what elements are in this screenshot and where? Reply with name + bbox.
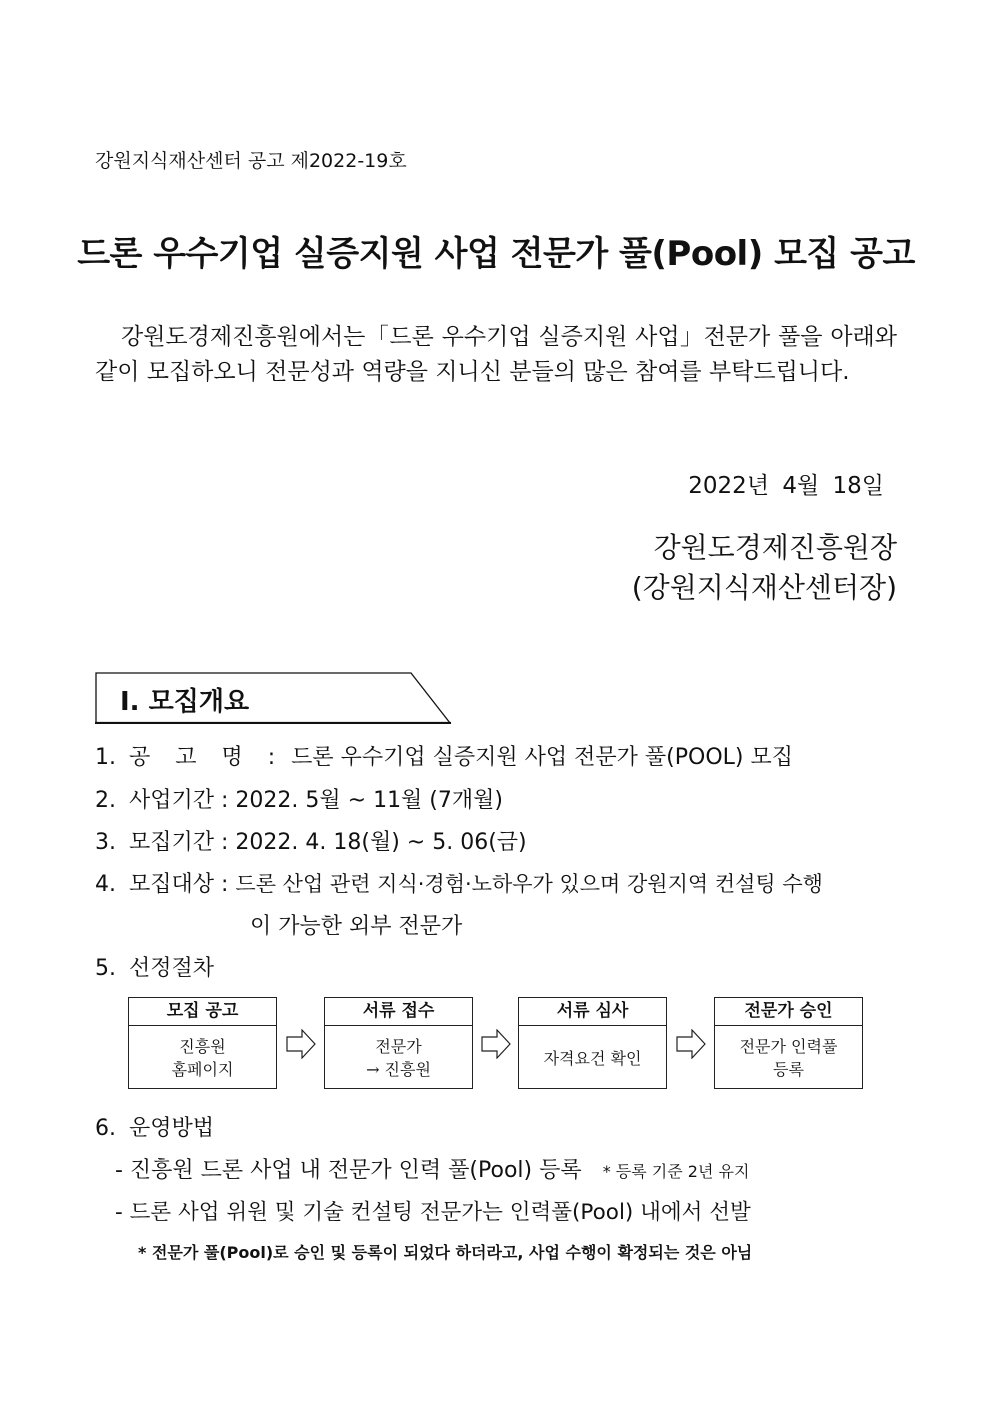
item-label: 공 고 명 : — [129, 745, 285, 770]
flow-step-2 — [324, 997, 473, 1089]
item-label: 모집기간 : — [129, 830, 229, 855]
item-number: 5. — [95, 956, 116, 981]
item-number: 6. — [95, 1116, 116, 1141]
flow-step-1 — [128, 997, 277, 1089]
flow-step-title: 모집 공고 — [129, 998, 276, 1026]
item-value: 드론 우수기업 실증지원 사업 전문가 풀(POOL) 모집 — [291, 745, 793, 770]
item-label: 선정절차 — [129, 956, 215, 981]
flow-step-3 — [518, 997, 667, 1089]
section-heading — [95, 672, 451, 724]
item-number: 1. — [95, 745, 116, 770]
notice-date: 2022년 4월 18일 — [688, 473, 884, 499]
flow-step-title: 서류 심사 — [519, 998, 666, 1026]
overview-item-period — [95, 783, 503, 814]
issuer-block — [632, 528, 897, 608]
item-value: 2022. 4. 18(월) ~ 5. 06(금) — [235, 830, 527, 855]
flow-arrow-icon — [481, 1029, 511, 1059]
flow-step-body: 전문가 → 진흥원 — [366, 1037, 431, 1079]
item-value: 드론 산업 관련 지식·경험·노하우가 있으며 강원지역 컨설팅 수행 — [235, 872, 823, 896]
overview-item-title — [95, 740, 793, 771]
item-number: 3. — [95, 830, 116, 855]
item-label: 모집대상 : — [129, 872, 229, 897]
notice-number: 강원지식재산센터 공고 제2022-19호 — [95, 150, 407, 172]
flow-step-4 — [714, 997, 863, 1089]
item-label: 운영방법 — [129, 1116, 215, 1141]
flow-step-body: 자격요건 확인 — [543, 1048, 642, 1068]
footnote: * 전문가 풀(Pool)로 승인 및 등록이 되었다 하더라고, 사업 수행이 확정되는 것은 아님 — [138, 1243, 753, 1262]
flow-step-title: 서류 접수 — [325, 998, 472, 1026]
overview-item-recruit-period — [95, 825, 527, 856]
issuer-subname: (강원지식재산센터장) — [631, 571, 897, 604]
item-number: 2. — [95, 788, 116, 813]
flow-arrow-icon — [286, 1029, 316, 1059]
operation-bullet-2: - 드론 사업 위원 및 기술 컨설팅 전문가는 인력풀(Pool) 내에서 선발 — [115, 1200, 751, 1225]
overview-item-target-continued: 이 가능한 외부 전문가 — [250, 914, 463, 939]
item-number: 4. — [95, 872, 116, 897]
flow-arrow-icon — [676, 1029, 706, 1059]
operation-bullet-text: - 진흥원 드론 사업 내 전문가 인력 풀(Pool) 등록 — [115, 1158, 582, 1183]
flow-step-title: 전문가 승인 — [715, 998, 862, 1026]
overview-item-procedure — [95, 951, 214, 982]
overview-item-operation — [95, 1111, 214, 1142]
operation-bullet-1 — [115, 1153, 749, 1184]
flow-step-body: 전문가 인력풀 등록 — [739, 1037, 838, 1079]
flow-step-body: 진흥원 홈페이지 — [171, 1037, 234, 1079]
item-label: 사업기간 : — [129, 788, 229, 813]
section-heading-label: Ⅰ. 모집개요 — [120, 687, 250, 717]
selection-flow — [128, 997, 864, 1090]
operation-bullet-note: * 등록 기준 2년 유지 — [602, 1162, 750, 1181]
page-title: 드론 우수기업 실증지원 사업 전문가 풀(Pool) 모집 공고 — [77, 234, 915, 274]
overview-item-target — [95, 867, 823, 898]
intro-paragraph: 강원도경제진흥원에서는「드론 우수기업 실증지원 사업」전문가 풀을 아래와 같이 모집하오니 전문성과 역량을 지니신 분들의 많은 참여를 부탁드립니다. — [95, 324, 897, 385]
item-value: 2022. 5월 ~ 11월 (7개월) — [235, 788, 503, 813]
issuer-name: 강원도경제진흥원장 — [653, 531, 897, 564]
